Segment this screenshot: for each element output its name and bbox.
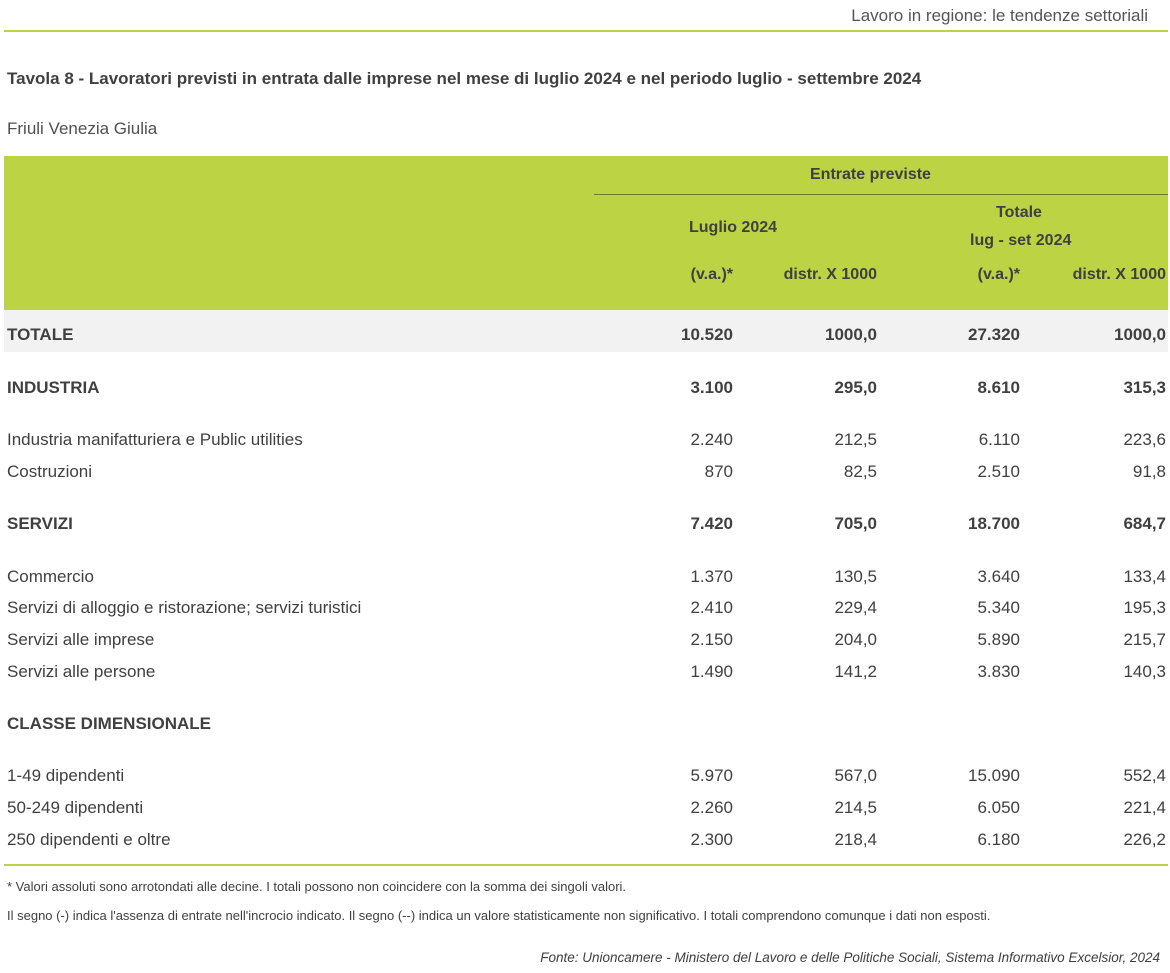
cell-value: 5.890 <box>977 630 1020 649</box>
cell-value: 204,0 <box>834 630 877 649</box>
cell-value: 2.240 <box>690 430 733 449</box>
cell-value: 1000,0 <box>825 325 877 344</box>
cell-value: 3.830 <box>977 662 1020 681</box>
cell-value: 2.510 <box>977 462 1020 481</box>
table-row <box>4 707 1168 739</box>
cell-value: 3.100 <box>690 378 733 397</box>
cell-value: 7.420 <box>690 514 733 533</box>
cell-value: 705,0 <box>834 514 877 533</box>
cell-value: 684,7 <box>1123 514 1166 533</box>
table-row <box>4 423 1168 455</box>
row-label: 1-49 dipendenti <box>7 766 125 785</box>
cell-value: 1.490 <box>690 662 733 681</box>
cell-value: 141,2 <box>834 662 877 681</box>
row-label: Commercio <box>7 567 94 586</box>
cell-value: 226,2 <box>1123 830 1166 849</box>
cell-value: 8.610 <box>977 378 1020 397</box>
header-separator <box>594 194 1168 195</box>
cell-value: 82,5 <box>843 462 877 481</box>
cell-value: 195,3 <box>1123 598 1166 617</box>
table-row <box>4 791 1168 823</box>
row-label: Industria manifatturiera e Public utilities <box>7 430 303 449</box>
footnote-rounding: * Valori assoluti sono arrotondati alle decine. I totali possono non coincidere con la somma dei singoli valori. <box>7 879 627 894</box>
table-bottom-divider <box>4 864 1168 866</box>
period2-header-line1: Totale <box>996 204 1042 221</box>
cell-value: 6.180 <box>977 830 1020 849</box>
row-label: Servizi di alloggio e ristorazione; servizi turistici <box>7 598 362 617</box>
cell-value: 18.700 <box>968 514 1020 533</box>
group-header: Entrate previste <box>810 166 931 183</box>
cell-value: 6.110 <box>978 430 1020 449</box>
cell-value: 91,8 <box>1132 462 1166 481</box>
footnote-symbols: Il segno (-) indica l'assenza di entrate nell'incrocio indicato. Il segno (--) indica un valore statisticamente non significativo. I totali comprendono comunque i dati non esposti. <box>7 908 991 923</box>
table-row <box>4 823 1168 855</box>
cell-value: 2.150 <box>690 630 733 649</box>
cell-value: 1.370 <box>690 567 733 586</box>
col-distr-1: distr. X 1000 <box>783 266 877 283</box>
row-label: Costruzioni <box>7 462 93 481</box>
cell-value: 567,0 <box>834 766 877 785</box>
cell-value: 10.520 <box>681 325 733 344</box>
cell-value: 140,3 <box>1123 662 1166 681</box>
cell-value: 870 <box>704 462 733 481</box>
cell-value: 229,4 <box>834 598 877 617</box>
table-row <box>4 371 1168 403</box>
table-row <box>4 655 1168 687</box>
col-distr-2: distr. X 1000 <box>1072 266 1166 283</box>
cell-value: 2.260 <box>690 798 733 817</box>
col-va-2: (v.a.)* <box>977 266 1020 283</box>
period2-header-line2: lug - set 2024 <box>970 232 1072 249</box>
table-row <box>4 623 1168 655</box>
table-row <box>4 591 1168 623</box>
row-label: SERVIZI <box>7 514 73 533</box>
cell-value: 130,5 <box>834 567 877 586</box>
cell-value: 3.640 <box>977 567 1020 586</box>
cell-value: 1000,0 <box>1114 325 1166 344</box>
section-title: Lavoro in regione: le tendenze settoriali <box>851 6 1148 25</box>
cell-value: 223,6 <box>1123 430 1166 449</box>
row-label: CLASSE DIMENSIONALE <box>7 714 212 733</box>
cell-value: 133,4 <box>1123 567 1166 586</box>
cell-value: 5.340 <box>977 598 1020 617</box>
cell-value: 212,5 <box>834 430 877 449</box>
header-divider <box>4 30 1168 32</box>
row-label: Servizi alle persone <box>7 662 156 681</box>
cell-value: 552,4 <box>1123 766 1166 785</box>
table-row <box>4 310 1168 352</box>
cell-value: 2.410 <box>690 598 733 617</box>
table-header <box>4 156 1168 310</box>
cell-value: 221,4 <box>1123 798 1166 817</box>
table-row <box>4 560 1168 592</box>
cell-value: 2.300 <box>690 830 733 849</box>
cell-value: 6.050 <box>977 798 1020 817</box>
row-label: 50-249 dipendenti <box>7 798 144 817</box>
cell-value: 27.320 <box>968 325 1020 344</box>
page-header <box>0 0 1170 31</box>
source-credit: Fonte: Unioncamere - Ministero del Lavoro e delle Politiche Sociali, Sistema Informativo Excelsior, 2024 <box>540 950 1160 965</box>
col-va-1: (v.a.)* <box>690 266 733 283</box>
row-label: TOTALE <box>7 325 74 344</box>
table-title: Tavola 8 - Lavoratori previsti in entrata dalle imprese nel mese di luglio 2024 e nel periodo luglio - settembre 2024 <box>7 69 922 88</box>
cell-value: 5.970 <box>690 766 733 785</box>
cell-value: 15.090 <box>968 766 1020 785</box>
table-row <box>4 759 1168 791</box>
row-label: INDUSTRIA <box>7 378 100 397</box>
table-row <box>4 455 1168 487</box>
region-name: Friuli Venezia Giulia <box>7 119 158 138</box>
cell-value: 215,7 <box>1123 630 1166 649</box>
cell-value: 218,4 <box>834 830 877 849</box>
row-label: Servizi alle imprese <box>7 630 155 649</box>
cell-value: 315,3 <box>1123 378 1166 397</box>
cell-value: 295,0 <box>834 378 877 397</box>
cell-value: 214,5 <box>834 798 877 817</box>
row-label: 250 dipendenti e oltre <box>7 830 171 849</box>
period1-header: Luglio 2024 <box>689 219 778 236</box>
table-row <box>4 507 1168 539</box>
